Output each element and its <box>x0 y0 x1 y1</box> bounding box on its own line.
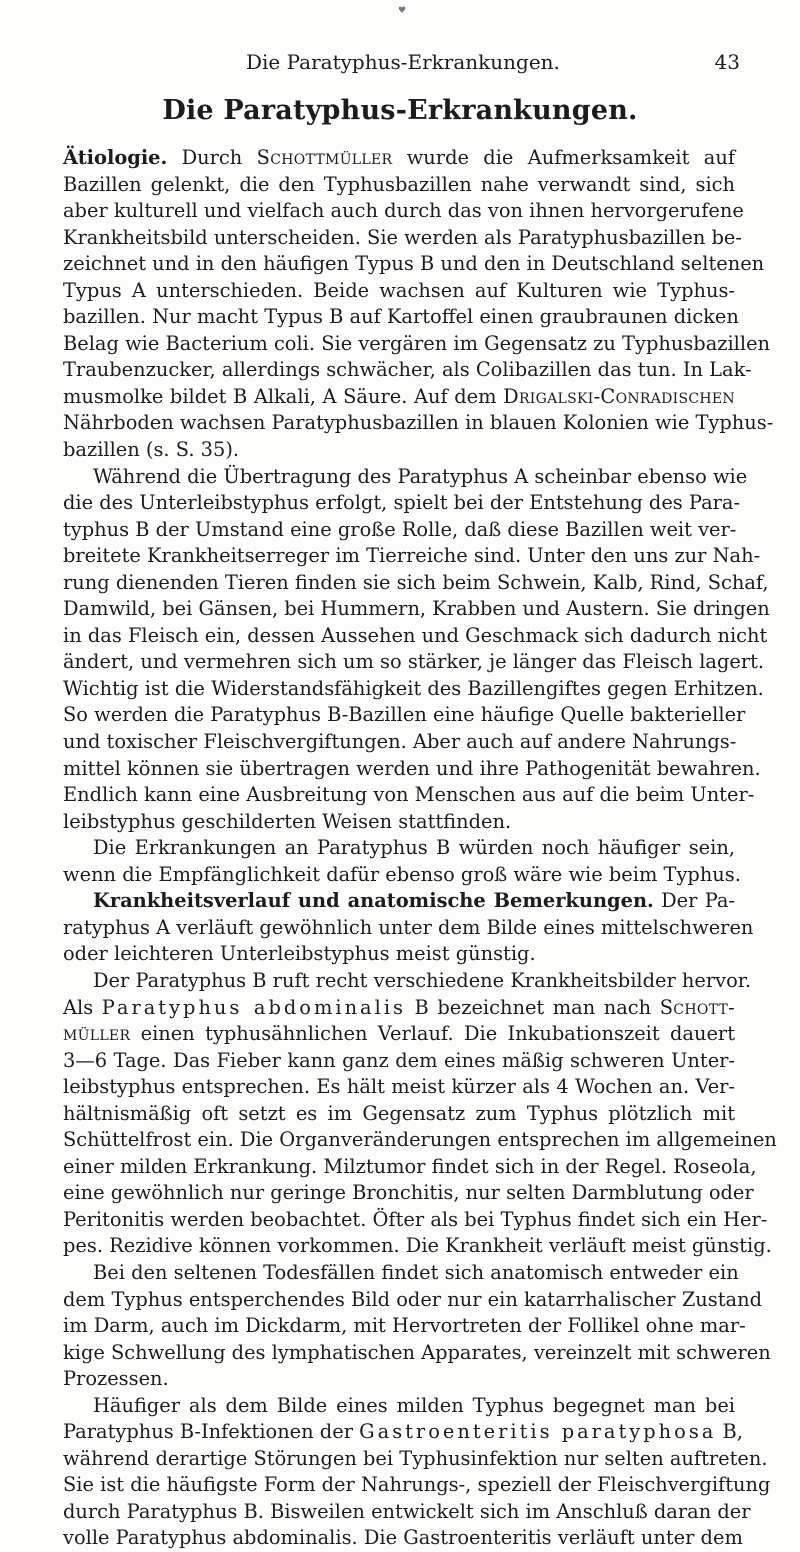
text-run: B bezeichnet man nach <box>405 995 660 1019</box>
text-line <box>63 331 771 358</box>
text-line <box>63 570 769 597</box>
text-run: Damwild, bei Gänsen, bei Hummern, Krabben und Austern. Sie dringen <box>63 597 770 621</box>
text-run: 3—6 Tage. Das Fieber kann ganz dem eines mäßig schweren Unter- <box>63 1048 735 1072</box>
text-line <box>63 835 735 862</box>
text-line <box>63 304 739 331</box>
text-line <box>63 251 765 278</box>
text-line <box>63 888 735 915</box>
text-line <box>63 782 755 809</box>
spaced-term: Gastroenteritis paratyphosa <box>359 1420 717 1444</box>
text-run: zeichnet und in den häufigen Typus B und den in Deutschland seltenen <box>63 252 765 276</box>
text-line <box>63 437 735 464</box>
print-mark: ♥ <box>398 6 407 16</box>
text-line <box>63 1180 754 1207</box>
text-line <box>63 1287 763 1314</box>
small-caps-name: Schottmüller <box>256 146 393 169</box>
text-run: volle Paratyphus abdominalis. Die Gastroenteritis verläuft unter dem <box>63 1526 743 1550</box>
text-run: Die Erkrankungen an Paratyphus B würden noch häufiger sein, <box>93 836 735 860</box>
text-line <box>63 357 752 384</box>
text-run: Häufiger als dem Bilde eines milden Typhus begegnet man bei <box>93 1393 735 1417</box>
text-run: durch Paratyphus B. Bisweilen entwickelt sich im Anschluß daran der <box>63 1499 751 1523</box>
text-line <box>63 172 735 199</box>
text-run: einen typhusähnlichen Verlauf. Die Inkubationszeit dauert <box>130 1022 735 1046</box>
text-run: oder leichteren Unterleibstyphus meist günstig. <box>63 942 536 966</box>
text-run: Paratyphus B-Infektionen der <box>63 1420 360 1444</box>
text-run: Nährboden wachsen Paratyphusbazillen in blauen Kolonien wie Typhus- <box>63 411 774 435</box>
text-line <box>63 1207 768 1234</box>
text-run: Der Pa- <box>653 889 735 913</box>
text-line <box>63 145 735 172</box>
text-run: die des Unterleibstyphus erfolgt, spielt bei der Entstehung des Para- <box>63 491 741 515</box>
text-run: Schüttelfrost ein. Die Organveränderungen entsprechen im allgemeinen <box>63 1128 777 1152</box>
text-run: bazillen (s. S. 35). <box>63 438 240 462</box>
text-run: wurde die Aufmerksamkeit auf <box>392 146 735 169</box>
text-run: einer milden Erkrankung. Milztumor findet sich in der Regel. Roseola, <box>63 1154 757 1178</box>
text-run: So werden die Paratyphus B-Bazillen eine häufige Quelle bakterieller <box>63 703 746 727</box>
text-line <box>63 968 752 995</box>
text-run: Als <box>63 995 102 1019</box>
chapter-heading: Die Paratyphus-Erkrankungen. <box>162 95 638 126</box>
text-run: dem Typhus entsperchendes Bild oder nur ein katarrhalischer Zustand <box>63 1287 763 1311</box>
text-run: typhus B der Umstand eine große Rolle, daß diese Bazillen weit ver- <box>63 517 737 541</box>
text-run: mittel können sie übertragen werden und ihre Pathogenität bewahren. <box>63 756 761 780</box>
text-line <box>63 1154 757 1181</box>
text-run: Der Paratyphus B ruft recht verschiedene Krankheitsbilder hervor. <box>93 968 752 992</box>
text-line <box>63 517 735 544</box>
text-line <box>63 915 754 942</box>
text-run: Prozessen. <box>63 1367 169 1391</box>
small-caps-name: müller <box>63 1022 131 1046</box>
small-caps-name: Drigalski-Conradischen <box>503 384 735 408</box>
text-line <box>63 225 742 252</box>
running-head <box>60 50 740 80</box>
text-run: während derartige Störungen bei Typhusinfektion nur selten auftreten. <box>63 1446 768 1470</box>
text-run: musmolke bildet B Alkali, A Säure. Auf dem <box>63 384 504 408</box>
text-run: kige Schwellung des lymphatischen Apparates, vereinzelt mit schweren <box>63 1340 771 1364</box>
text-line <box>63 464 748 491</box>
text-line <box>63 676 764 703</box>
text-line <box>63 809 735 836</box>
text-run: im Darm, auch im Dickdarm, mit Hervortreten der Follikel ohne mar- <box>63 1314 746 1338</box>
text-line <box>63 995 735 1022</box>
text-line <box>63 1499 751 1526</box>
text-line <box>63 384 735 411</box>
text-run: pes. Rezidive können vorkommen. Die Krankheit verläuft meist günstig. <box>63 1234 772 1258</box>
spaced-term: Paratyphus abdominalis <box>101 995 406 1019</box>
text-run: Während die Übertragung des Paratyphus A scheinbar ebenso wie <box>93 464 748 488</box>
text-line <box>63 1233 772 1260</box>
text-line <box>63 1366 735 1393</box>
text-line <box>63 410 774 437</box>
text-run: in das Fleisch ein, dessen Aussehen und Geschmack sich dadurch nicht <box>63 623 768 647</box>
text-line <box>63 1525 743 1552</box>
text-line <box>63 1101 735 1128</box>
text-line <box>63 596 770 623</box>
text-run: breitete Krankheitserreger im Tierreiche sind. Unter den uns zur Nah- <box>63 544 761 568</box>
text-run: Durch <box>167 146 257 169</box>
text-line <box>63 1313 746 1340</box>
text-run: wenn die Empfänglichkeit dafür ebenso groß wäre wie beim Typhus. <box>63 862 741 886</box>
text-run: aber kulturell und vielfach auch durch das von ihnen hervorgerufene <box>63 199 744 223</box>
text-run: Krankheitsbild unterscheiden. Sie werden als Paratyphusbazillen be- <box>63 225 742 249</box>
text-run: Wichtig ist die Widerstandsfähigkeit des Bazillengiftes gegen Erhitzen. <box>63 676 764 700</box>
text-line <box>63 1127 777 1154</box>
text-line <box>63 623 768 650</box>
text-line <box>63 1048 735 1075</box>
text-line <box>63 941 735 968</box>
body-text <box>63 145 777 1552</box>
text-run: hältnismäßig oft setzt es im Gegensatz zum Typhus plötzlich mit <box>63 1101 735 1125</box>
page-number: 43 <box>714 50 740 74</box>
text-line <box>63 1021 735 1048</box>
text-run: B, <box>716 1420 743 1444</box>
text-line <box>63 1340 771 1367</box>
text-line <box>63 702 746 729</box>
text-line <box>63 1260 739 1287</box>
text-run: leibstyphus entsprechen. Es hält meist kürzer als 4 Wochen an. Ver- <box>63 1075 735 1099</box>
text-line <box>63 862 741 889</box>
text-run: Typus A unterschieden. Beide wachsen auf Kulturen wie Typhus- <box>63 278 735 302</box>
bold-run: Ätiologie. <box>63 146 168 169</box>
small-caps-name: Schott- <box>659 995 735 1019</box>
text-run: rung dienenden Tieren finden sie sich beim Schwein, Kalb, Rind, Schaf, <box>63 570 769 594</box>
text-line <box>63 1446 768 1473</box>
text-run: eine gewöhnlich nur geringe Bronchitis, nur selten Darmblutung oder <box>63 1181 754 1205</box>
text-run: ändert, und vermehren sich um so stärker, je länger das Fleisch lagert. <box>63 650 765 674</box>
text-run: Traubenzucker, allerdings schwächer, als Colibazillen das tun. In Lak- <box>63 358 752 382</box>
bold-run: Krankheitsverlauf und anatomische Bemerkungen. <box>93 889 654 913</box>
text-run: Sie ist die häufigste Form der Nahrungs-, speziell der Fleischvergiftung <box>63 1473 771 1497</box>
text-line <box>63 1393 735 1420</box>
text-run: Bazillen gelenkt, die den Typhusbazillen nahe verwandt sind, sich <box>63 172 735 196</box>
text-line <box>63 1472 771 1499</box>
text-run: leibstyphus geschilderten Weisen stattfinden. <box>63 809 512 833</box>
text-run: Endlich kann eine Ausbreitung von Menschen aus auf die beim Unter- <box>63 783 755 807</box>
text-run: Bei den seltenen Todesfällen findet sich anatomisch entweder ein <box>93 1260 739 1284</box>
text-line <box>63 649 765 676</box>
text-line <box>63 490 741 517</box>
text-run: bazillen. Nur macht Typus B auf Kartoffel einen graubraunen dicken <box>63 305 739 329</box>
text-line <box>63 278 735 305</box>
text-run: Peritonitis werden beobachtet. Öfter als bei Typhus findet sich ein Her- <box>63 1207 768 1231</box>
text-line <box>63 756 761 783</box>
text-line <box>63 543 761 570</box>
text-run: und toxischer Fleischvergiftungen. Aber auch auf andere Nahrungs- <box>63 730 737 754</box>
text-line <box>63 1074 735 1101</box>
text-line <box>63 1419 743 1446</box>
text-run: ratyphus A verläuft gewöhnlich unter dem Bilde eines mittelschweren <box>63 915 754 939</box>
text-line <box>63 729 735 756</box>
text-run: Belag wie Bacterium coli. Sie vergären im Gegensatz zu Typhusbazillen <box>63 331 771 355</box>
running-head-title: Die Paratyphus-Erkrankungen. <box>246 50 560 74</box>
text-line <box>63 198 744 225</box>
